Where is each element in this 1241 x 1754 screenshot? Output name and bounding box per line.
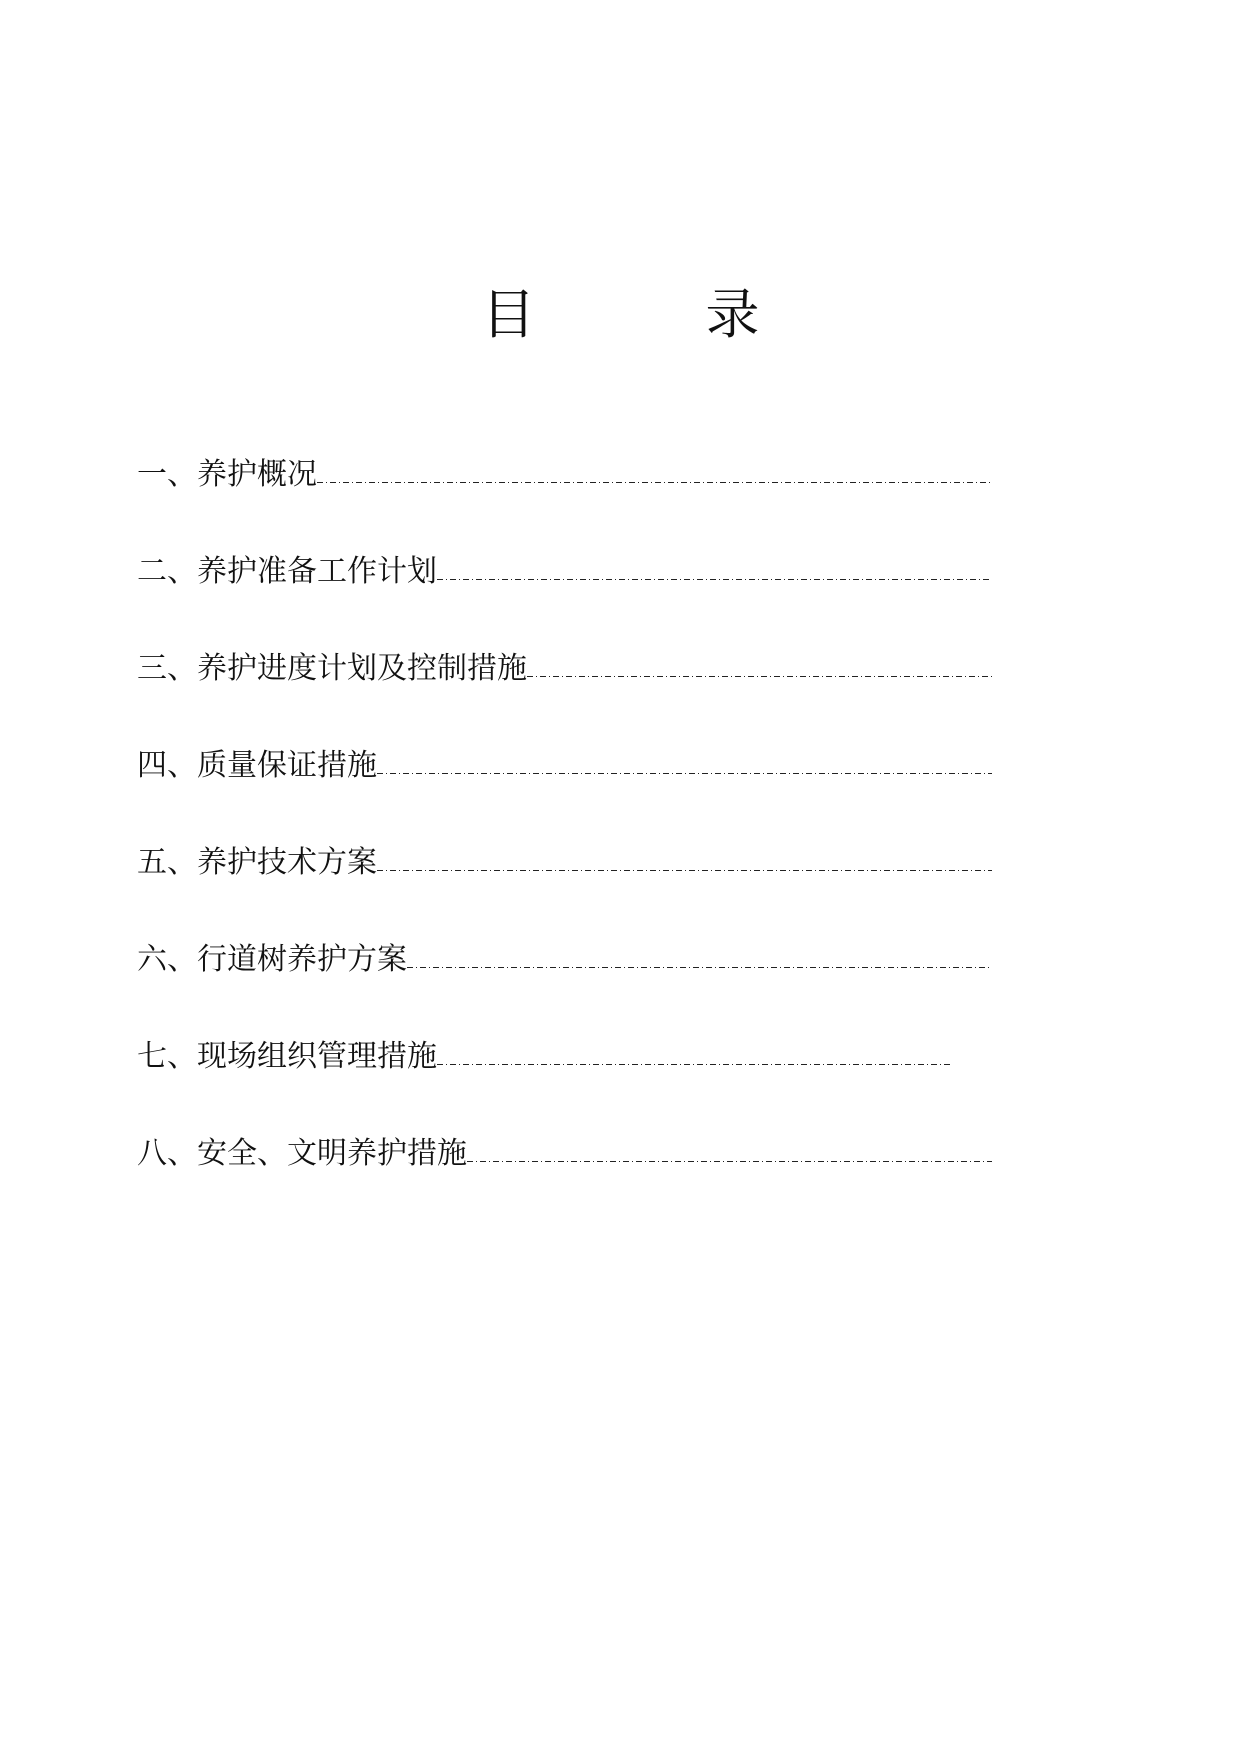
- toc-entry-label: 七、现场组织管理措施: [137, 1039, 437, 1074]
- toc-entry-label: 三、养护进度计划及控制措施: [137, 651, 527, 686]
- toc-leader-line: [437, 579, 992, 580]
- toc-entry-5[interactable]: [137, 843, 992, 940]
- toc-leader-line: [407, 967, 992, 968]
- toc-entry-label: 八、安全、文明养护措施: [137, 1136, 467, 1171]
- toc-leader-line: [467, 1161, 992, 1162]
- toc-leader-line: [377, 870, 992, 871]
- toc-leader-line: [437, 1064, 952, 1065]
- toc-leader-line: [317, 482, 992, 483]
- toc-entry-1[interactable]: [137, 455, 992, 552]
- table-of-contents: [137, 455, 992, 1231]
- toc-entry-label: 五、养护技术方案: [137, 845, 377, 880]
- page-title: 目 录: [481, 283, 818, 346]
- toc-entry-2[interactable]: [137, 552, 992, 649]
- toc-entry-label: 六、行道树养护方案: [137, 942, 407, 977]
- toc-entry-label: 一、养护概况: [137, 457, 317, 492]
- toc-entry-label: 二、养护准备工作计划: [137, 554, 437, 589]
- toc-leader-line: [377, 773, 992, 774]
- toc-entry-3[interactable]: [137, 649, 992, 746]
- toc-entry-8[interactable]: [137, 1134, 992, 1231]
- toc-entry-4[interactable]: [137, 746, 992, 843]
- toc-leader-line: [527, 676, 992, 677]
- toc-entry-label: 四、质量保证措施: [137, 748, 377, 783]
- toc-entry-6[interactable]: [137, 940, 992, 1037]
- toc-entry-7[interactable]: [137, 1037, 992, 1134]
